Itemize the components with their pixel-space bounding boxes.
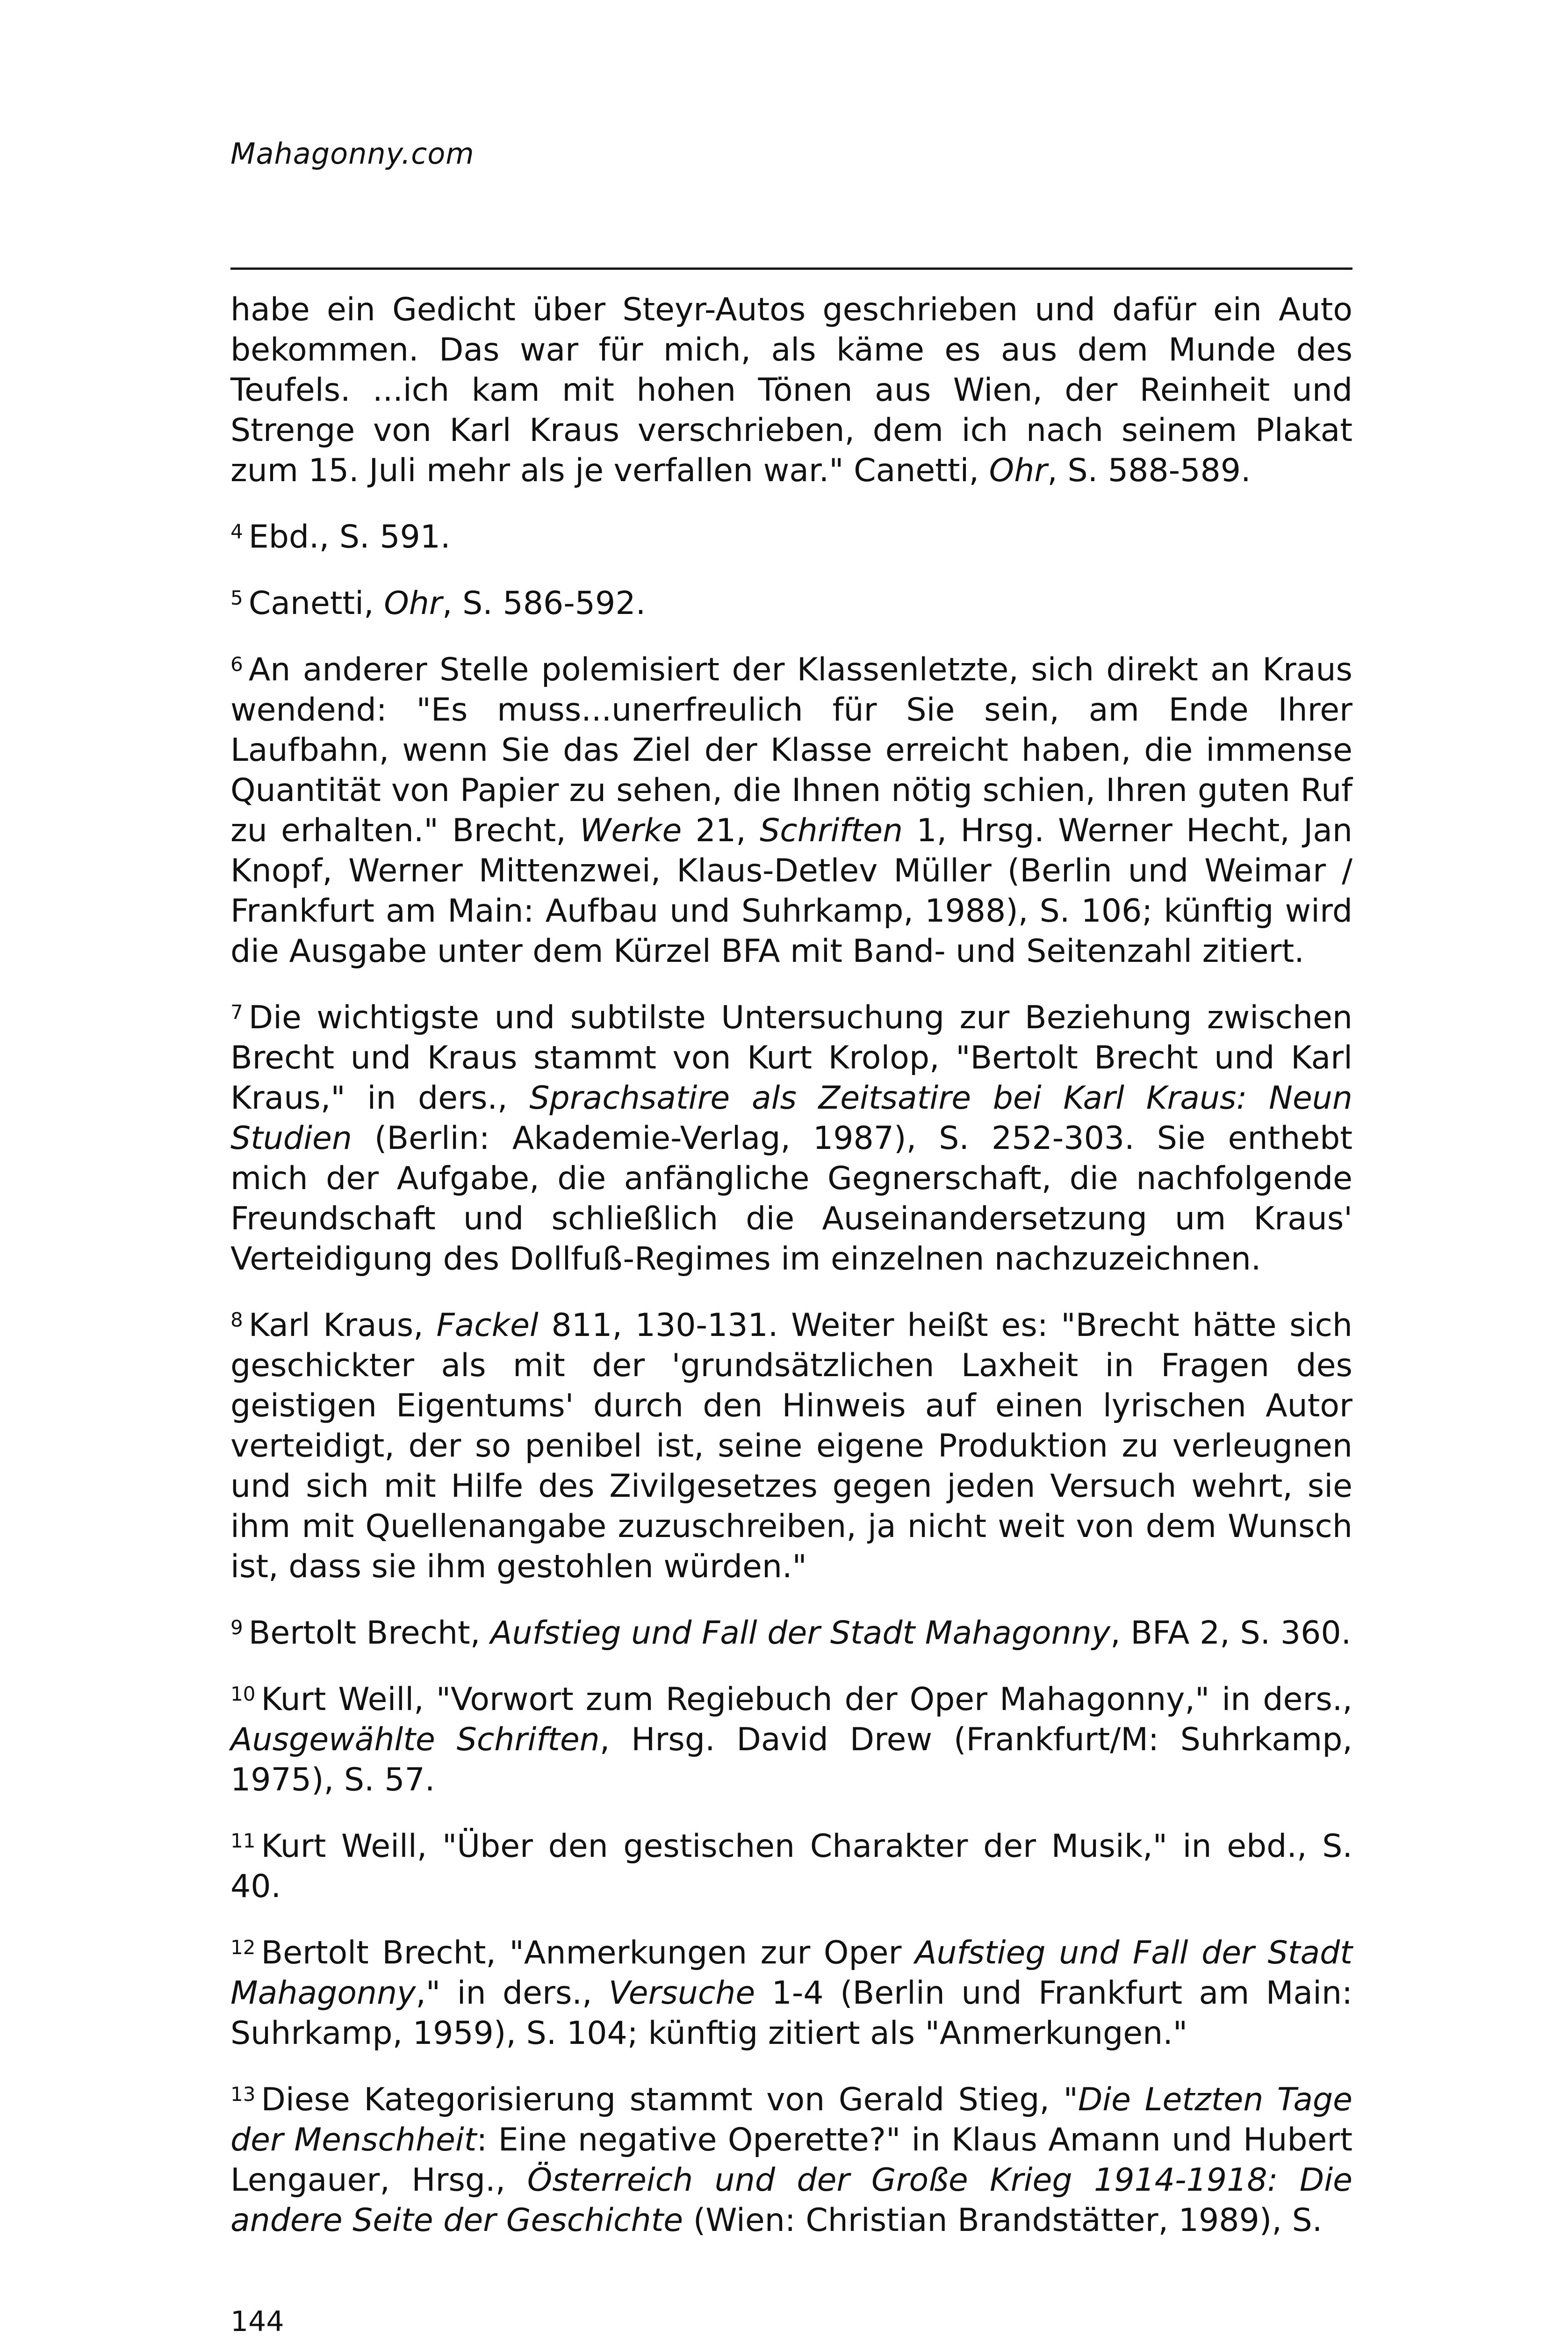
- footnote-number: 11: [230, 1829, 256, 1852]
- footnote-text: , BFA 2, S. 360.: [1110, 1615, 1352, 1652]
- footnote-text: , S. 588-589.: [1047, 452, 1251, 489]
- footnote-number: 4: [230, 520, 243, 543]
- footnote-text: Canetti,: [248, 585, 384, 622]
- italic-title-text: Ohr: [384, 585, 442, 622]
- footnote: [230, 290, 1352, 491]
- page-number: 144: [230, 2305, 284, 2338]
- italic-title-text: Aufstieg und Fall der Stadt Mahagonny: [490, 1615, 1111, 1652]
- footnote-number: 9: [230, 1616, 243, 1639]
- italic-title-text: Sprachsatire als Zeitsatire bei Karl Kraus: Neun Studien: [230, 1080, 1352, 1157]
- footnote-text: Diese Kategorisierung stammt von Gerald Stieg, ": [261, 2081, 1078, 2118]
- footnote-text: 811, 130-131. Weiter heißt es: "Brecht hätte sich geschickter als mit der 'grundsätzlichen Laxheit in Fragen des geistigen Eigentums' durch den Hinweis auf einen lyrischen Autor verteidigt, der so penibel ist, seine eigene Produktion zu verleugnen und sich mit Hilfe des Zivilgesetzes gegen jeden Versuch wehrt, sie ihm mit Quellenangabe zuzuschreiben, ja nicht weit von dem Wunsch ist, dass sie ihm gestohlen würden.": [230, 1307, 1352, 1585]
- footnote-text: , Hrsg. David Drew (Frankfurt/M: Suhrkamp, 1975), S. 57.: [230, 1721, 1352, 1798]
- footnote: [230, 1826, 1352, 1907]
- footnote-number: 10: [230, 1682, 256, 1705]
- footnote-text: , S. 586-592.: [442, 585, 646, 622]
- italic-title-text: Schriften: [760, 812, 903, 849]
- footnote-text: Kurt Weill, "Vorwort zum Regiebuch der Oper Mahagonny," in ders.,: [261, 1681, 1352, 1718]
- footnote-number: 12: [230, 1936, 256, 1959]
- italic-title-text: Aufstieg und Fall der Stadt Mahagonny: [230, 1934, 1352, 2012]
- footnote-text: : Eine negative Operette?" in Klaus Amann und Hubert Lengauer, Hrsg.,: [230, 2122, 1352, 2199]
- footnote-text: Ebd., S. 591.: [248, 519, 451, 556]
- footnote-number: 5: [230, 586, 243, 609]
- running-header: Mahagonny.com: [230, 137, 475, 171]
- footnote-separator-rule: [230, 267, 1352, 270]
- footnote: [230, 998, 1352, 1279]
- footnote: [230, 1306, 1352, 1587]
- footnote-text: Bertolt Brecht,: [248, 1615, 490, 1652]
- footnote-text: An anderer Stelle polemisiert der Klassenletzte, sich direkt an Kraus wendend: "Es muss...unerfreulich für Sie sein, am Ende Ihrer Laufbahn, wenn Sie das Ziel der Klasse erreicht haben, die immense Quantität von Papier zu sehen, die Ihnen nötig schien, Ihren guten Ruf zu erhalten." Brecht,: [230, 651, 1352, 849]
- footnote-number: 6: [230, 653, 243, 676]
- footnote-text: 1-4 (Berlin und Frankfurt am Main: Suhrkamp, 1959), S. 104; künftig zitiert als "Anmerkungen.": [230, 1975, 1352, 2052]
- footnote: [230, 1933, 1352, 2054]
- footnote-text: Die wichtigste und subtilste Untersuchung zur Beziehung zwischen Brecht und Kraus stammt von Kurt Krolop, "Bertolt Brecht und Karl Kraus," in ders.,: [230, 999, 1352, 1117]
- italic-title-text: Ausgewählte Schriften: [230, 1721, 600, 1758]
- footnote: [230, 584, 1352, 624]
- footnote: [230, 517, 1352, 557]
- italic-title-text: Österreich und der Große Krieg 1914-1918: Die andere Seite der Geschichte: [230, 2162, 1353, 2239]
- footnote-text: Karl Kraus,: [248, 1307, 437, 1344]
- footnote-text: 21,: [682, 812, 760, 849]
- footnote-text: Kurt Weill, "Über den gestischen Charakter der Musik," in ebd., S. 40.: [230, 1828, 1352, 1905]
- footnote-text: Bertolt Brecht, "Anmerkungen zur Oper: [261, 1934, 915, 1971]
- italic-title-text: Versuche: [609, 1975, 755, 2012]
- footnote: [230, 1680, 1352, 1800]
- footnote-number: 7: [230, 1001, 243, 1024]
- footnote: [230, 650, 1352, 972]
- footnote-number: 8: [230, 1308, 243, 1331]
- footnote-text: 1, Hrsg. Werner Hecht, Jan Knopf, Werner Mittenzwei, Klaus-Detlev Müller (Berlin und Weimar / Frankfurt am Main: Aufbau und Suhrkamp, 1988), S. 106; künftig wird die Ausgabe unter dem Kürzel BFA mit Band- und Seitenzahl zitiert.: [230, 812, 1353, 970]
- footnote-number: 13: [230, 2083, 256, 2106]
- footnote: [230, 2080, 1352, 2241]
- italic-title-text: Werke: [580, 812, 682, 849]
- italic-title-text: Die Letzten Tage der Menschheit: [230, 2081, 1352, 2158]
- italic-title-text: Ohr: [989, 452, 1048, 489]
- footnote-text: (Berlin: Akademie-Verlag, 1987), S. 252-303. Sie enthebt mich der Aufgabe, die anfängliche Gegnerschaft, die nachfolgende Freundschaft und schließlich die Auseinandersetzung um Kraus' Verteidigung des Dollfuß-Regimes im einzelnen nachzuzeichnen.: [230, 1120, 1352, 1277]
- footnote: [230, 1613, 1352, 1653]
- footnote-text: habe ein Gedicht über Steyr-Autos geschrieben und dafür ein Auto bekommen. Das war für mich, als käme es aus dem Munde des Teufels. ...ich kam mit hohen Tönen aus Wien, der Reinheit und Strenge von Karl Kraus verschrieben, dem ich nach seinem Plakat zum 15. Juli mehr als je verfallen war." Canetti,: [230, 291, 1352, 489]
- italic-title-text: Fackel: [436, 1307, 539, 1344]
- footnotes-section: [230, 290, 1352, 2267]
- footnote-text: ," in ders.,: [416, 1975, 609, 2012]
- footnote-text: (Wien: Christian Brandstätter, 1989), S.: [683, 2202, 1323, 2239]
